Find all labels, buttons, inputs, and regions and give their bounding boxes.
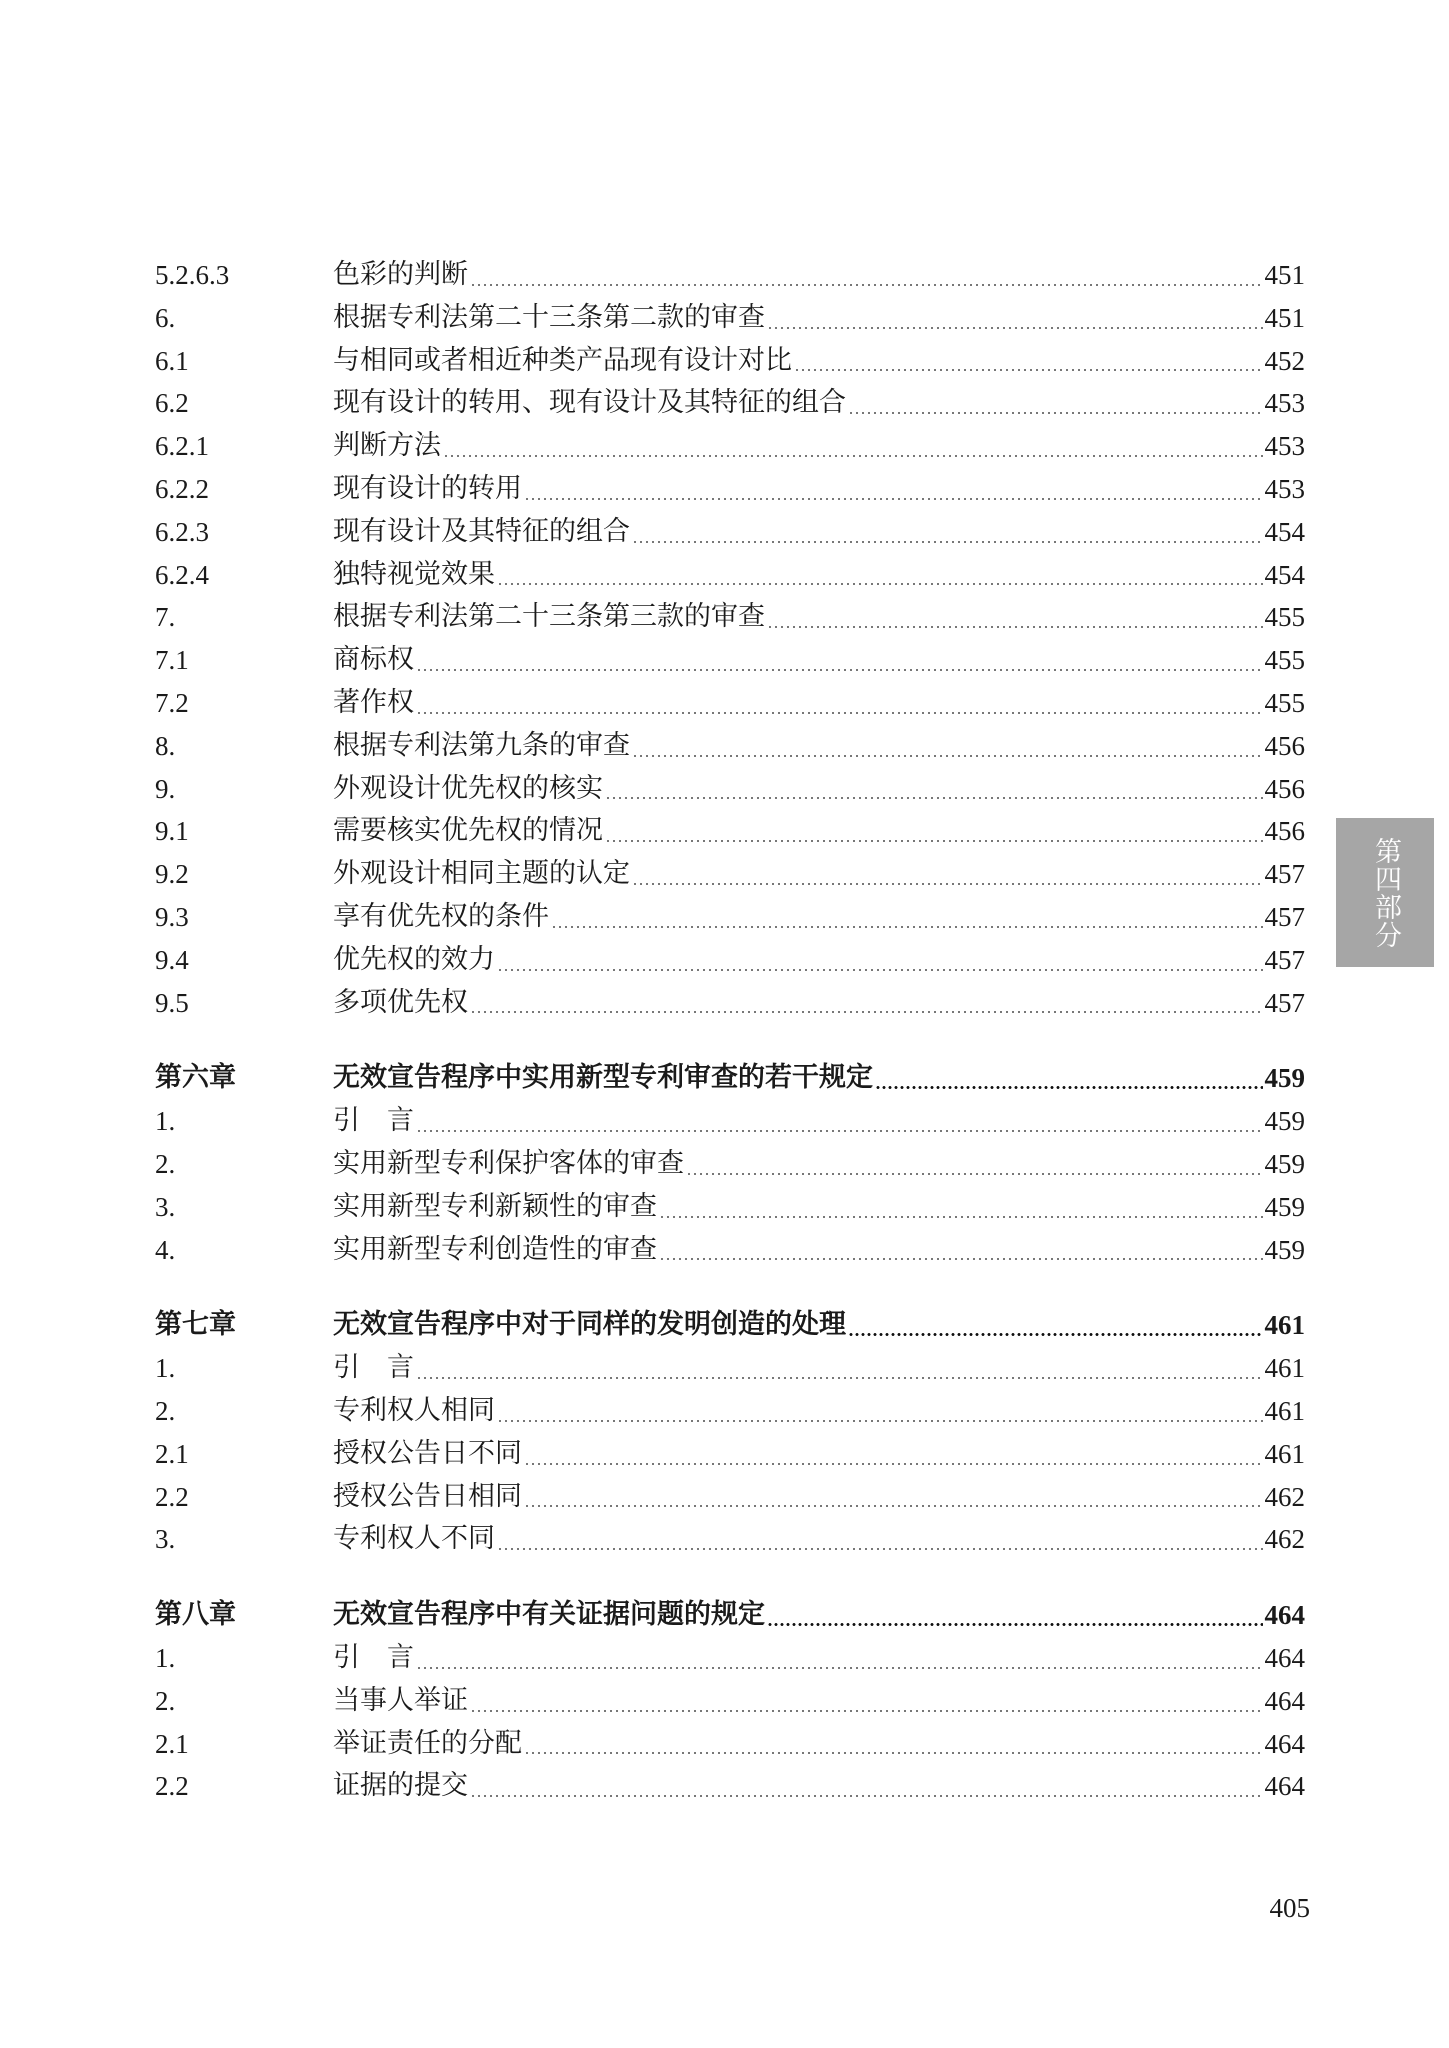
toc-entry-page: 457 [1264,944,1305,975]
dot-leader [794,369,1263,371]
toc-entry-title: 引 言 [333,1641,414,1673]
toc-chapter-entry [155,1594,1305,1637]
toc-entry [155,810,1305,853]
dot-leader [632,755,1263,757]
toc-entry-page: 459 [1264,1106,1305,1137]
toc-entry-number: 第六章 [155,1062,236,1094]
toc-entry-number: 6.2.4 [155,559,209,590]
toc-entry-page: 453 [1264,388,1305,419]
toc-entry-title: 无效宣告程序中实用新型专利审查的若干规定 [333,1062,873,1094]
toc-entry-number: 6.2 [155,388,189,419]
toc-entry [155,254,1305,297]
toc-entry [155,382,1305,425]
toc-entry-page: 453 [1264,431,1305,462]
toc-entry [155,1143,1305,1186]
toc-entry-page: 456 [1264,730,1305,761]
toc-entry-title: 色彩的判断 [333,259,468,290]
toc-entry [155,853,1305,896]
toc-entry-page: 455 [1264,687,1305,718]
toc-entry-title: 享有优先权的条件 [333,900,549,932]
toc-entry-page: 464 [1264,1771,1305,1802]
toc-entry-title: 根据专利法第二十三条第二款的审查 [333,301,765,333]
toc-entry [155,768,1305,811]
toc-entry-number: 9.5 [155,987,189,1018]
toc-entry-page: 453 [1264,473,1305,504]
dot-leader [416,1130,1263,1132]
dot-leader [443,455,1263,457]
dot-leader [875,1086,1263,1089]
toc-entry-page: 457 [1264,987,1305,1018]
toc-entry-title: 引 言 [333,1352,414,1384]
toc-entry-number: 6.2.3 [155,516,209,547]
toc-entry-number: 5.2.6.3 [155,260,230,290]
toc-entry-number: 8. [155,730,176,761]
toc-entry-title: 专利权人不同 [333,1523,495,1555]
toc-entry [155,511,1305,554]
toc-entry-page: 464 [1264,1642,1305,1673]
toc-entry-page: 459 [1264,1234,1305,1265]
dot-leader [767,1623,1263,1626]
toc-entry-title: 需要核实优先权的情况 [333,815,603,847]
toc-entry-page: 451 [1264,302,1305,333]
toc-entry-page: 459 [1264,1063,1305,1094]
toc-entry-title: 根据专利法第二十三条第三款的审查 [333,601,765,633]
toc-entry-title: 无效宣告程序中有关证据问题的规定 [333,1599,765,1631]
toc-entry-number: 2.2 [155,1481,189,1512]
dot-leader [524,1463,1263,1465]
toc-entry [155,1186,1305,1229]
toc-entry [155,682,1305,725]
dot-leader [416,1377,1263,1379]
toc-entry-title: 外观设计优先权的核实 [333,772,603,804]
toc-entry-page: 464 [1264,1728,1305,1759]
toc-entry-page: 452 [1264,345,1305,376]
toc-entry [155,1100,1305,1143]
toc-entry [155,896,1305,939]
toc-entry-number: 6.2.1 [155,431,209,462]
toc-entry [155,939,1305,982]
toc-chapter-entry [155,1057,1305,1100]
page-number: 405 [1269,1893,1310,1923]
toc-entry-page: 455 [1264,602,1305,633]
dot-leader [497,583,1263,585]
toc-entry-number: 2.1 [155,1438,189,1469]
dot-leader [416,712,1263,714]
toc-entry-page: 459 [1264,1191,1305,1222]
toc-entry [155,554,1305,597]
toc-entry-page: 457 [1264,859,1305,890]
toc-entry [155,596,1305,639]
toc-entry-number: 4. [155,1234,176,1265]
toc-entry-number: 6.1 [155,345,189,376]
toc-entry-number: 第八章 [155,1599,236,1631]
toc-entry-title: 当事人举证 [333,1684,468,1716]
toc-entry-number: 9. [155,773,176,804]
dot-leader [767,327,1263,329]
toc-entry [155,1680,1305,1723]
dot-leader [686,1173,1263,1175]
dot-leader [659,1216,1263,1218]
dot-leader [470,1011,1263,1013]
toc-entry-page: 454 [1264,516,1305,547]
toc-entry-page: 461 [1264,1438,1305,1469]
dot-leader [524,1505,1263,1507]
toc-entry-page: 464 [1264,1685,1305,1716]
toc-entry-page: 462 [1264,1481,1305,1512]
toc-entry [155,1637,1305,1680]
toc-entry-page: 457 [1264,901,1305,932]
toc-entry [155,1518,1305,1561]
toc-entry-page: 454 [1264,559,1305,590]
toc-entry-number: 2.2 [155,1771,189,1802]
toc-entry-number: 9.1 [155,816,189,847]
toc-entry-page: 455 [1264,645,1305,676]
toc-entry-title: 专利权人相同 [333,1394,495,1426]
toc-entry [155,725,1305,768]
toc-entry-title: 多项优先权 [333,986,468,1018]
toc-entry-number: 3. [155,1191,176,1222]
toc-entry-page: 459 [1264,1148,1305,1179]
dot-leader [470,284,1263,286]
dot-leader [551,926,1263,928]
dot-leader [416,1667,1263,1669]
toc-entry-page: 461 [1264,1353,1305,1384]
table-of-contents [155,254,1305,1808]
dot-leader [497,1548,1263,1550]
toc-entry-page: 462 [1264,1524,1305,1555]
toc-entry-title: 现有设计的转用 [333,472,522,504]
dot-leader [470,1795,1263,1797]
toc-entry-title: 引 言 [333,1105,414,1137]
toc-entry-title: 证据的提交 [333,1770,468,1802]
dot-leader [470,1710,1263,1712]
toc-entry-title: 授权公告日相同 [333,1480,522,1512]
toc-entry [155,1347,1305,1390]
toc-entry-number: 6. [155,302,176,333]
section-side-tab [1336,818,1434,967]
dot-leader [605,840,1263,842]
toc-entry-title: 实用新型专利新颖性的审查 [333,1190,657,1222]
dot-leader [497,969,1263,971]
toc-entry-number: 2. [155,1685,176,1716]
toc-entry-title: 举证责任的分配 [333,1727,522,1759]
dot-leader [416,669,1263,671]
toc-entry [155,1433,1305,1476]
toc-entry-number: 1. [155,1106,176,1137]
section-side-tab-label: 第四部分 [1370,836,1401,949]
toc-entry-title: 独特视觉效果 [333,558,495,590]
toc-entry-title: 授权公告日不同 [333,1437,522,1469]
toc-entry [155,1476,1305,1519]
toc-entry [155,1765,1305,1808]
toc-entry-number: 9.4 [155,944,189,975]
toc-entry-page: 456 [1264,816,1305,847]
toc-entry [155,340,1305,383]
toc-entry-number: 第七章 [155,1309,236,1341]
dot-leader [524,498,1263,500]
toc-entry [155,468,1305,511]
toc-entry-page: 456 [1264,773,1305,804]
toc-entry-page: 464 [1264,1600,1305,1631]
toc-entry-title: 根据专利法第九条的审查 [333,729,630,761]
toc-entry-title: 实用新型专利创造性的审查 [333,1233,657,1265]
dot-leader [848,1333,1263,1336]
toc-entry-title: 外观设计相同主题的认定 [333,858,630,890]
toc-entry-title: 现有设计及其特征的组合 [333,515,630,547]
toc-entry-number: 7. [155,602,176,633]
toc-entry-page: 461 [1264,1310,1305,1341]
toc-chapter-entry [155,1304,1305,1347]
dot-leader [767,626,1263,628]
toc-entry [155,982,1305,1025]
toc-entry [155,639,1305,682]
toc-entry [155,297,1305,340]
toc-entry-number: 7.2 [155,687,189,718]
toc-entry-number: 7.1 [155,645,189,676]
toc-entry-title: 商标权 [333,644,414,676]
toc-entry-title: 实用新型专利保护客体的审查 [333,1147,684,1179]
dot-leader [524,1752,1263,1754]
toc-entry-title: 无效宣告程序中对于同样的发明创造的处理 [333,1309,846,1341]
dot-leader [605,797,1263,799]
toc-entry-title: 优先权的效力 [333,943,495,975]
dot-leader [632,883,1263,885]
toc-entry-number: 9.2 [155,859,189,890]
dot-leader [848,412,1263,414]
toc-entry-number: 2. [155,1148,176,1179]
toc-entry-title: 著作权 [333,686,414,718]
toc-entry-number: 3. [155,1524,176,1555]
toc-entry-number: 2.1 [155,1728,189,1759]
toc-entry-title: 判断方法 [333,430,441,462]
toc-entry [155,1229,1305,1272]
dot-leader [632,541,1263,543]
toc-entry-number: 9.3 [155,901,189,932]
toc-entry-page: 461 [1264,1395,1305,1426]
toc-entry-number: 1. [155,1642,176,1673]
toc-entry-title: 现有设计的转用、现有设计及其特征的组合 [333,387,846,419]
toc-entry-number: 2. [155,1395,176,1426]
toc-entry-title: 与相同或者相近种类产品现有设计对比 [333,344,792,376]
dot-leader [497,1420,1263,1422]
toc-entry-number: 1. [155,1353,176,1384]
toc-entry [155,425,1305,468]
toc-entry-page: 451 [1264,260,1305,290]
toc-entry-number: 6.2.2 [155,473,209,504]
toc-entry [155,1723,1305,1766]
dot-leader [659,1258,1263,1260]
toc-entry [155,1390,1305,1433]
